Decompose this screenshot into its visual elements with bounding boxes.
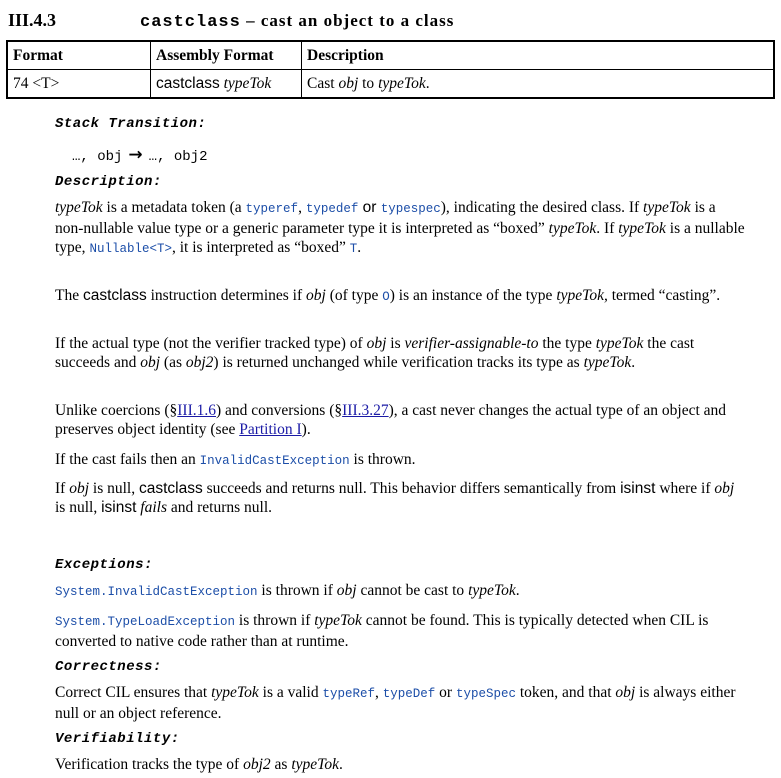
italic-term: typeTok	[468, 582, 516, 599]
desc-mid: to	[358, 74, 379, 92]
text-run: Correct CIL ensures that	[55, 684, 212, 701]
text-run: is a metadata token (a	[102, 199, 246, 216]
text-run: or	[435, 684, 456, 701]
description-paragraph	[55, 198, 745, 259]
italic-term: typeTok	[211, 684, 259, 701]
italic-term: typeTok	[314, 612, 362, 629]
section-title-rest: – cast an object to a class	[240, 11, 455, 30]
text-run: succeeds and returns null. This behavior differs semantically from	[202, 480, 621, 497]
assembly-instruction: castclass	[156, 74, 220, 92]
stack-transition-heading: Stack Transition:	[55, 116, 207, 132]
italic-term: typeTok	[583, 354, 632, 371]
instruction-text: or	[358, 199, 381, 216]
italic-term: obj	[336, 582, 357, 599]
text-run: Verification tracks the type of	[55, 756, 244, 773]
italic-term: fails	[140, 499, 167, 516]
italic-term: obj2	[185, 354, 214, 371]
text-run: .	[338, 756, 343, 773]
text-run: , it is interpreted as “boxed”	[171, 239, 350, 256]
desc-type: typeTok	[378, 74, 426, 92]
text-run: . If	[596, 220, 619, 237]
format-column-header: Format	[7, 41, 151, 70]
text-run: ).	[301, 421, 311, 438]
italic-term: typeTok	[55, 199, 103, 216]
text-run: .	[631, 354, 636, 371]
verifiability-heading: Verifiability:	[55, 731, 180, 747]
italic-term: obj	[366, 335, 387, 352]
text-run: ) is returned unchanged while verification tracks its type as	[213, 354, 584, 371]
text-run: cannot be cast to	[356, 582, 469, 599]
description-paragraph	[55, 401, 745, 439]
text-run: If the actual type (not the verifier tracked type) of	[55, 335, 367, 352]
code-text: typeSpec	[455, 687, 516, 701]
code-text: typeRef	[322, 687, 375, 701]
cross-reference-link[interactable]: III.1.6	[177, 402, 216, 419]
text-run: If the cast fails then an	[55, 451, 200, 468]
text-run: the type	[538, 335, 596, 352]
text-run: is null,	[89, 480, 139, 497]
text-run: Unlike coercions (§	[55, 402, 178, 419]
code-text: typeDef	[382, 687, 436, 701]
italic-term: obj	[140, 354, 161, 371]
text-run: ), a cast never changes the actual type of an object and preserves object identity (see	[55, 402, 727, 438]
italic-term: verifier-assignable-to	[404, 335, 539, 352]
text-run: termed “casting”.	[607, 287, 721, 304]
code-text: typeref	[245, 202, 299, 216]
italic-term: typeTok,	[556, 287, 608, 304]
text-run: and returns null.	[166, 499, 273, 516]
correctness-paragraph	[55, 683, 745, 723]
code-text: Nullable<T>	[89, 242, 172, 256]
instruction-name: castclass	[140, 13, 241, 32]
text-run: token, and that	[515, 684, 616, 701]
description-column-header: Description	[302, 41, 775, 70]
description-paragraph	[55, 450, 745, 471]
assembly-format-cell	[151, 70, 302, 99]
code-text: typedef	[305, 202, 359, 216]
text-run: is always either null or an object reference.	[55, 684, 736, 722]
description-heading: Description:	[55, 174, 162, 190]
description-paragraph	[55, 479, 745, 517]
stack-transition	[72, 145, 207, 165]
assembly-operand: typeTok	[223, 74, 272, 92]
text-run: ,	[375, 684, 383, 701]
text-run: ) and conversions (§	[216, 402, 343, 419]
text-run: The	[55, 287, 83, 304]
text-run: where if	[655, 480, 715, 497]
exceptions-heading: Exceptions:	[55, 557, 153, 573]
text-run: is a valid	[258, 684, 323, 701]
italic-term: typeTok	[548, 220, 597, 237]
text-run: (of type	[325, 287, 383, 304]
cross-reference-link[interactable]: III.3.27	[342, 402, 389, 419]
description-cell	[302, 70, 775, 99]
exceptions-paragraph	[55, 581, 745, 602]
code-text: O	[382, 290, 390, 304]
format-table	[6, 40, 775, 99]
code-text: typespec	[380, 202, 441, 216]
section-title	[140, 11, 454, 32]
italic-term: obj	[69, 480, 90, 497]
code-text: T	[349, 242, 358, 256]
text-run: is thrown.	[349, 451, 416, 468]
description-paragraph	[55, 334, 745, 372]
text-run: is a non-nullable value type or a generic parameter type it is interpreted as “boxed”	[55, 199, 716, 237]
text-run: (as	[160, 354, 186, 371]
italic-term: typeTok	[595, 335, 644, 352]
text-run: instruction determines if	[146, 287, 307, 304]
text-run: is thrown if	[257, 582, 337, 599]
italic-term: typeTok	[643, 199, 691, 216]
right-arrow-icon: →	[128, 145, 143, 165]
desc-obj: obj	[338, 74, 359, 92]
desc-end: .	[425, 74, 430, 92]
instruction-text: isinst	[101, 499, 137, 516]
correctness-heading: Correctness:	[55, 659, 162, 675]
instruction-text: castclass	[82, 287, 147, 304]
italic-term: typeTok	[291, 756, 339, 773]
exceptions-paragraph	[55, 611, 745, 651]
assembly-format-column-header: Assembly Format	[151, 41, 302, 70]
format-cell: 74 <T>	[7, 70, 151, 99]
text-run: ,	[298, 199, 306, 216]
text-run: is a nullable type,	[55, 220, 745, 256]
text-run: the cast succeeds and	[55, 335, 695, 371]
verifiability-paragraph	[55, 755, 745, 774]
italic-term: obj2	[243, 756, 271, 773]
description-paragraph	[55, 286, 745, 307]
code-text: InvalidCastException	[199, 454, 350, 468]
text-run: cannot be found. This is typically detected when CIL is converted to native code rather than at runtime.	[55, 612, 709, 650]
text-run: is thrown if	[235, 612, 315, 629]
text-run: ), indicating the desired class. If	[440, 199, 644, 216]
code-text: System.TypeLoadException	[55, 615, 236, 629]
format-table-header-row	[7, 41, 774, 70]
text-run: If	[55, 480, 70, 497]
section-number: III.4.3	[8, 10, 57, 30]
text-run: is null,	[55, 499, 102, 516]
italic-term: obj	[615, 684, 636, 701]
text-run: .	[357, 239, 362, 256]
instruction-text: castclass	[138, 480, 203, 497]
desc-pre: Cast	[307, 74, 339, 92]
italic-term: obj	[306, 287, 326, 304]
cross-reference-link[interactable]: Partition I	[239, 421, 302, 438]
text-run: as	[270, 756, 292, 773]
text-run: .	[515, 582, 520, 599]
italic-term: typeTok	[618, 220, 666, 237]
stack-before: …, obj	[72, 149, 123, 165]
italic-term: obj	[714, 480, 735, 497]
text-run: ) is an instance of the type	[389, 287, 557, 304]
format-table-row	[7, 70, 774, 99]
section-heading	[8, 10, 778, 36]
code-text: System.InvalidCastException	[55, 585, 258, 599]
instruction-text: isinst	[620, 480, 656, 497]
stack-after: …, obj2	[148, 149, 208, 165]
text-run: is	[386, 335, 405, 352]
